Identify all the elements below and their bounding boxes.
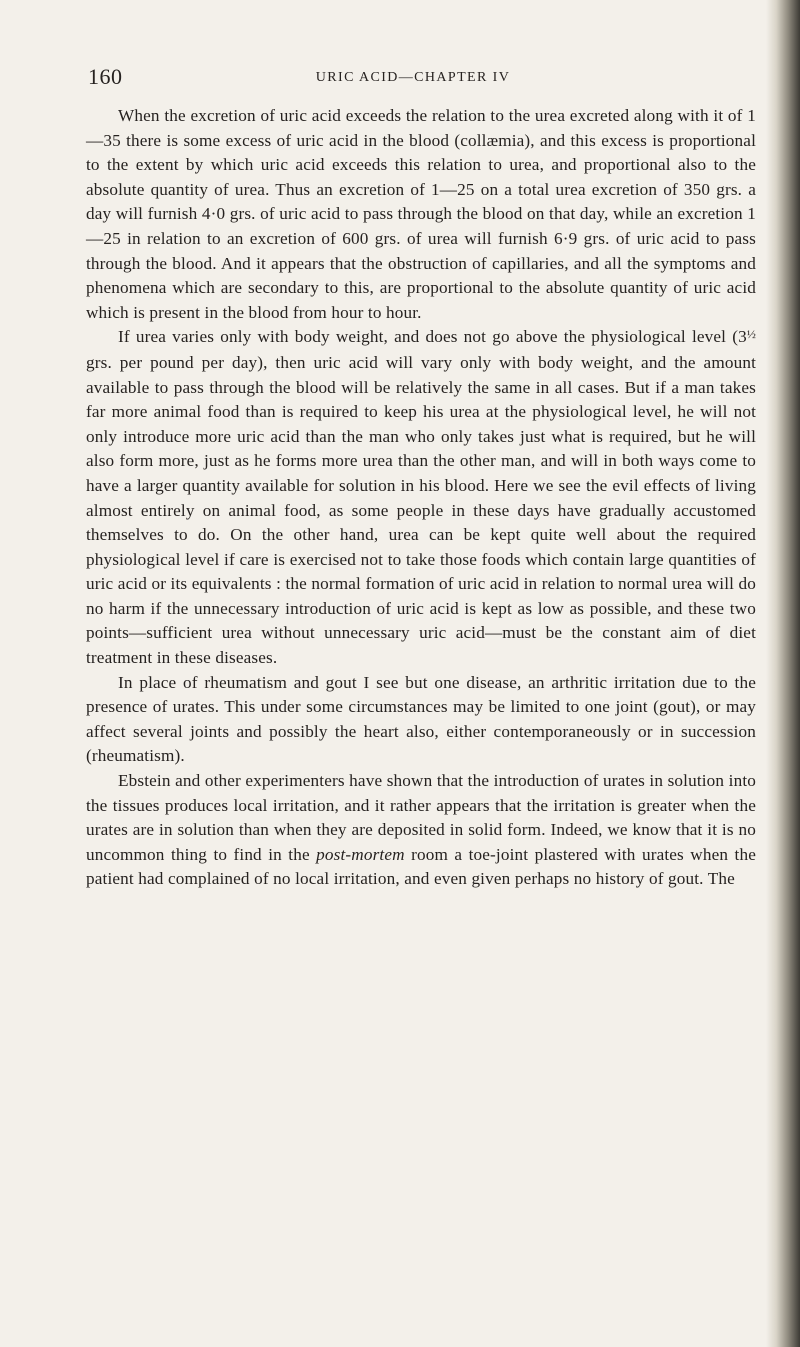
page-header — [88, 64, 738, 94]
paragraph-4 — [86, 769, 756, 892]
body-text — [86, 104, 756, 892]
paragraph-2 — [86, 325, 756, 670]
paragraph-3: In place of rheumatism and gout I see but one disease, an arthritic irritation due to the presence of urates. This under some circumstances may be limited to one joint (gout), or may affect several joints and possibly the heart also, either contemporaneously or in succession (rheumatism). — [86, 672, 756, 766]
paragraph-2-text-end: grs. per pound per day), then uric acid will vary only with body weight, and the amount available to pass through the blood will be relatively the same in all cases. But if a man takes far more animal food than is required to keep his urea at the physiological level, he will not only introduce more uric acid than the man who only takes just what is required, but he will also form more, just as he forms more urea than the other man, and will in both ways come to have a larger quantity available for solution in his blood. Here we see the evil effects of living almost entirely on animal food, as some people in these days have gradually accustomed themselves to do. On the other hand, urea can be kept quite well about the required physiological level if care is exercised not to take those foods which contain large quantities of uric acid or its equivalents : the normal formation of uric acid in relation to normal urea will do no harm if the unnecessary introduction of uric acid is kept as low as possible, and these two points—sufficient urea without unnecessary uric acid—must be the constant aim of diet treatment in these diseases. — [86, 352, 756, 668]
paragraph-4-text-start: Ebstein and other experimenters have shown that the introduction of urates in solution into the tissues produces local irritation, and it rather appears that the irritation is greater when the urates are in solution than when they are deposited in solid form. Indeed, we know that it is no uncommon thing to find in the — [86, 771, 756, 864]
paragraph-1: When the excretion of uric acid exceeds the relation to the urea excreted along with it of 1—35 there is some excess of uric acid in the blood (collæmia), and this excess is proportional to the extent by which uric acid exceeds this relation to urea, and proportional also to the absolute quantity of urea. Thus an excretion of 1—25 on a total urea excretion of 350 grs. a day will furnish 4·0 grs. of uric acid to pass through the blood on that day, while an excretion 1—25 in relation to an excretion of 600 grs. of urea will furnish 6·9 grs. of uric acid to pass through the blood. And it appears that the obstruction of capillaries, and all the symptoms and phenomena which are secondary to this, are proportional to the absolute quantity of uric acid which is present in the blood from hour to hour. — [86, 106, 756, 322]
running-head: URIC ACID—CHAPTER IV — [315, 70, 511, 85]
page-number: 160 — [88, 64, 123, 89]
paragraph-2-text-start: If urea varies only with body weight, and does not go above the physiological level (3 — [118, 327, 747, 347]
paragraph-4-text-end: room a toe-joint plastered with urates when the patient had complained of no local irritation, and even given perhaps no history of gout. The — [86, 844, 756, 889]
page-binding-edge — [766, 0, 800, 1347]
italic-post-mortem: post-mortem — [316, 844, 405, 864]
fraction-half: ½ — [746, 327, 756, 342]
